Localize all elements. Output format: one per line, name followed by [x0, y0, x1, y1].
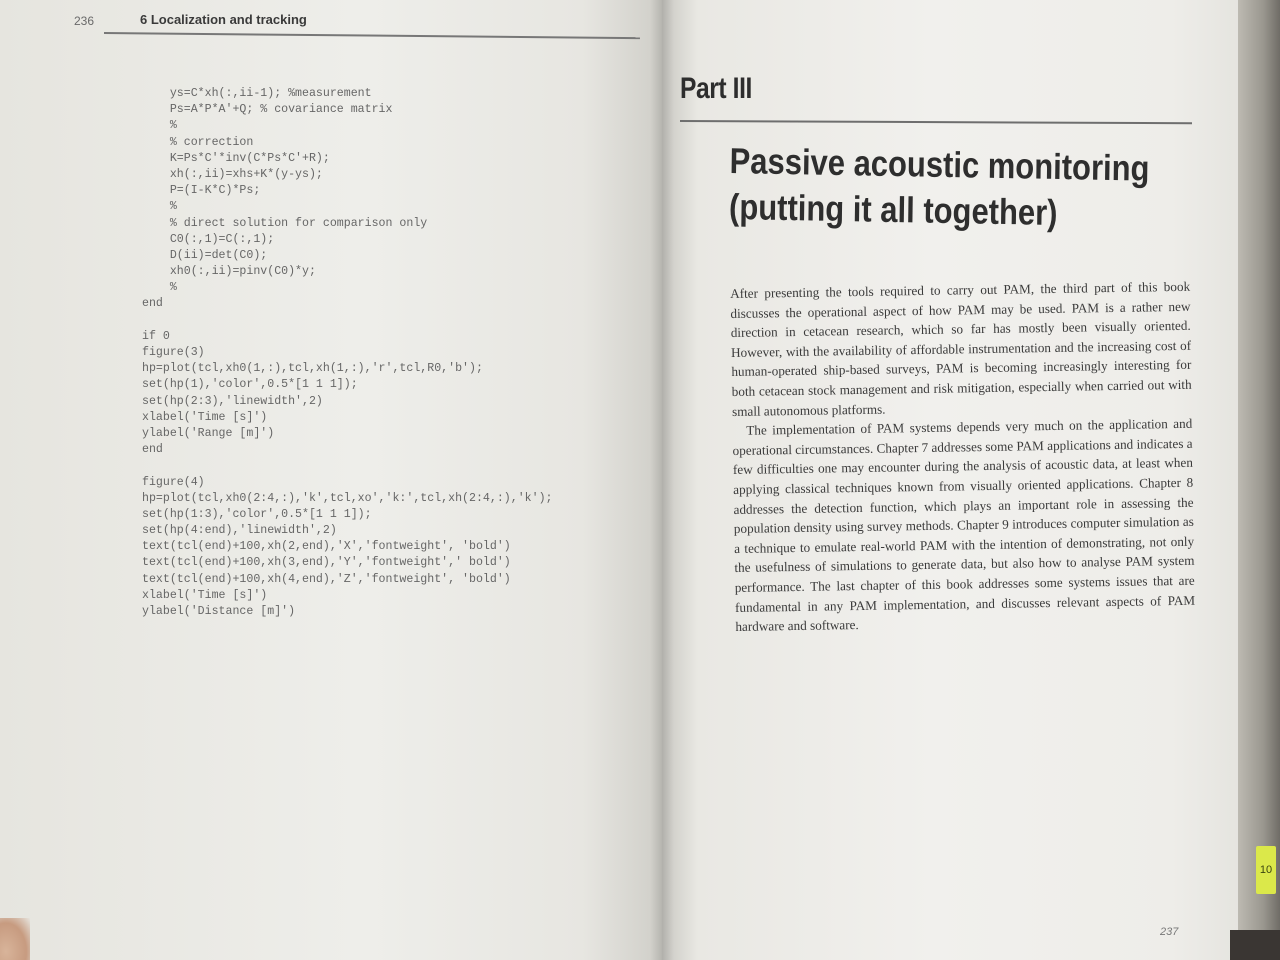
code-line: hp=plot(tcl,xh0(2:4,:),'k',tcl,xo','k:',tcl,xh(2:4,:),'k');: [142, 491, 553, 505]
code-line: end: [142, 443, 163, 457]
code-line: xh0(:,ii)=pinv(C0)*y;: [142, 265, 316, 279]
book-gutter: [650, 0, 674, 960]
code-line: hp=plot(tcl,xh0(1,:),tcl,xh(1,:),'r',tcl,R0,'b');: [142, 362, 483, 376]
code-line: set(hp(2:3),'linewidth',2): [142, 394, 323, 408]
code-line: Ps=A*P*A'+Q; % covariance matrix: [142, 103, 393, 117]
code-line: ylabel('Range [m]'): [142, 426, 275, 440]
code-line: text(tcl(end)+100,xh(3,end),'Y','fontweight',' bold'): [142, 556, 511, 570]
code-line: % direct solution for comparison only: [142, 216, 428, 230]
code-line: %: [142, 200, 177, 214]
code-line: text(tcl(end)+100,xh(2,end),'X','fontweight', 'bold'): [142, 540, 511, 554]
code-line: C0(:,1)=C(:,1);: [142, 232, 275, 246]
sticky-note-tab: 10: [1256, 846, 1276, 894]
code-line: text(tcl(end)+100,xh(4,end),'Z','fontweight', 'bold'): [142, 572, 511, 586]
code-line: set(hp(1:3),'color',0.5*[1 1 1]);: [142, 507, 372, 521]
page-edge: [1238, 0, 1280, 960]
code-line: P=(I-K*C)*Ps;: [142, 184, 261, 198]
left-page-number: 236: [74, 14, 95, 28]
intro-paragraph-2: The implementation of PAM systems depends very much on the application and operational circumstances. Chapter 7 addresses some PAM applications and indicates a few difficulties one may encounter during the analysis of acoustic data, at least when applying classical techniques known from visually oriented applications. Chapter 8 addresses the detection function, which plays an important role in assessing the population density using survey methods. Chapter 9 introduces computer simulation as a technique to emulate real-world PAM with the intention of demonstrating, not only the usefulness of simulations to generate data, but also how to analyse PAM system performance. The last chapter of this book addresses some systems issues that are fundamental in any PAM implementation, and discusses relevant aspects of PAM hardware and software.: [732, 415, 1196, 635]
code-line: set(hp(4:end),'linewidth',2): [142, 524, 337, 538]
intro-paragraph-1: After presenting the tools required to carry out PAM, the third part of this book discusses the operational aspect of how PAM may be used. PAM is a rather new direction in cetacean research, which so far has mostly been visually oriented. However, with the availability of affordable instrumentation and the increasing cost of human-operated ship-based surveys, PAM is becoming increasingly interesting for both cetacean stock management and risk mitigation, especially when carried out with small autonomous platforms.: [730, 278, 1192, 419]
code-line: end: [142, 297, 163, 311]
code-line: xlabel('Time [s]'): [142, 410, 268, 424]
code-line: figure(3): [142, 346, 205, 359]
code-line: figure(4): [142, 475, 205, 489]
code-line: if 0: [142, 329, 170, 343]
code-line: xlabel('Time [s]'): [142, 588, 268, 602]
code-line: set(hp(1),'color',0.5*[1 1 1]);: [142, 378, 358, 392]
code-line: %: [142, 119, 177, 133]
code-line: ys=C*xh(:,ii-1); %measurement: [142, 87, 372, 100]
part-label: Part III: [680, 72, 752, 105]
code-line: K=Ps*C'*inv(C*Ps*C'+R);: [142, 151, 330, 165]
finger: [0, 918, 30, 960]
code-line: D(ii)=det(C0);: [142, 248, 268, 262]
code-line: [142, 458, 622, 474]
code-line: %: [142, 281, 177, 295]
book-cover-edge: [1230, 930, 1280, 960]
code-line: % correction: [142, 135, 254, 149]
part-title-line-1: Passive acoustic monitoring: [729, 139, 1150, 189]
code-line: [142, 313, 622, 329]
part-title-line-2: (putting it all together): [728, 185, 1058, 233]
code-line: ylabel('Distance [m]'): [142, 605, 296, 618]
part-intro-text: [730, 277, 1195, 637]
right-page-number: 237: [1160, 926, 1179, 938]
code-line: xh(:,ii)=xhs+K*(y-ys);: [142, 167, 323, 181]
code-listing: [142, 86, 622, 620]
chapter-title: 6 Localization and tracking: [140, 12, 307, 27]
running-head: [74, 10, 640, 46]
part-title: [728, 138, 1150, 238]
